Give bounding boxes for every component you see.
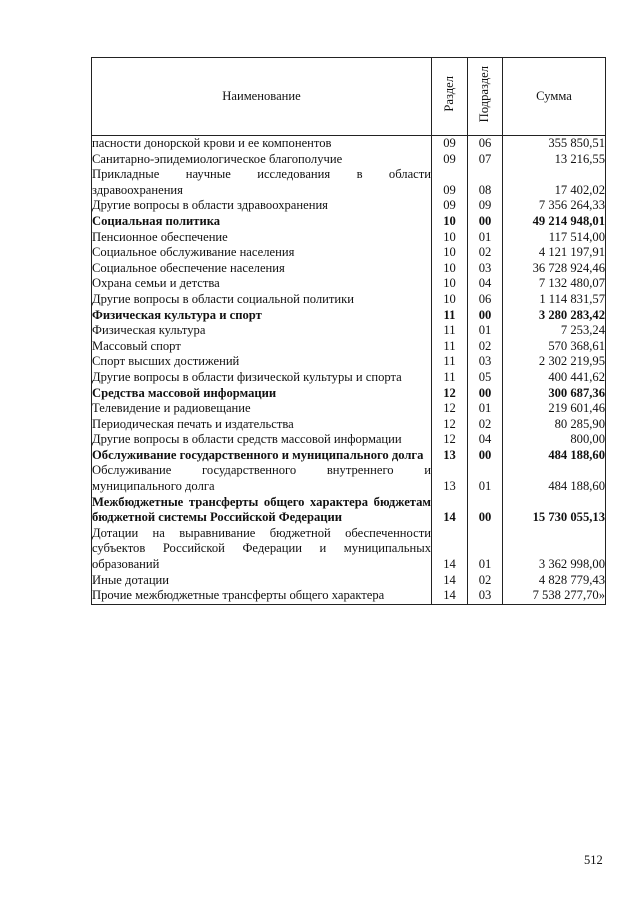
- row-name: Массовый спорт: [92, 339, 432, 355]
- row-subsection: 03: [468, 261, 503, 277]
- row-name: Социальное обслуживание населения: [92, 245, 432, 261]
- row-name: Социальное обеспечение населения: [92, 261, 432, 277]
- table-row: [92, 292, 606, 308]
- row-subsection: 06: [468, 292, 503, 308]
- table-body: [92, 136, 606, 605]
- row-subsection: 00: [468, 214, 503, 230]
- header-subsection-label: Подраздел: [477, 66, 492, 123]
- row-sum: 400 441,62: [503, 370, 606, 386]
- header-subsection: [468, 58, 503, 136]
- row-subsection: 02: [468, 417, 503, 433]
- row-subsection: 02: [468, 339, 503, 355]
- row-name: Обслуживание государственного и муниципального долга: [92, 448, 432, 464]
- row-sum: 219 601,46: [503, 401, 606, 417]
- row-sum: 1 114 831,57: [503, 292, 606, 308]
- row-subsection: 00: [468, 308, 503, 324]
- row-subsection: 04: [468, 276, 503, 292]
- row-sum: 355 850,51: [503, 136, 606, 152]
- row-name: пасности донорской крови и ее компонентов: [92, 136, 432, 152]
- row-section: 11: [432, 323, 468, 339]
- row-name: Спорт высших достижений: [92, 354, 432, 370]
- row-sum: 49 214 948,01: [503, 214, 606, 230]
- row-sum: 484 188,60: [503, 448, 606, 464]
- table-row: [92, 354, 606, 370]
- row-section: 14: [432, 526, 468, 573]
- row-subsection: 05: [468, 370, 503, 386]
- table-row: [92, 417, 606, 433]
- row-subsection: 02: [468, 245, 503, 261]
- row-name: Дотации на выравнивание бюджетной обеспеченности субъектов Российской Федерации и муниципальных образований: [92, 525, 431, 572]
- table-row: [92, 588, 606, 604]
- budget-table: [91, 57, 606, 605]
- row-sum: 3 362 998,00: [503, 526, 606, 573]
- row-section: 11: [432, 308, 468, 324]
- row-section: 12: [432, 432, 468, 448]
- row-sum: 7 253,24: [503, 323, 606, 339]
- row-name: Физическая культура: [92, 323, 432, 339]
- table-row: [92, 167, 606, 198]
- row-name: Телевидение и радиовещание: [92, 401, 432, 417]
- row-sum: 7 132 480,07: [503, 276, 606, 292]
- row-section: 10: [432, 245, 468, 261]
- row-name: Средства массовой информации: [92, 386, 432, 402]
- row-section: 14: [432, 588, 468, 604]
- row-subsection: 03: [468, 588, 503, 604]
- row-section: 10: [432, 292, 468, 308]
- row-name: Физическая культура и спорт: [92, 308, 432, 324]
- row-sum: 2 302 219,95: [503, 354, 606, 370]
- row-subsection: 02: [468, 573, 503, 589]
- row-name: Обслуживание государственного внутреннего и муниципального долга: [92, 463, 431, 494]
- row-name: Пенсионное обеспечение: [92, 230, 432, 246]
- row-subsection: 00: [468, 386, 503, 402]
- row-subsection: 01: [468, 401, 503, 417]
- row-subsection: 07: [468, 152, 503, 168]
- table-row: [92, 448, 606, 464]
- row-name: Межбюджетные трансферты общего характера бюджетам бюджетной системы Российской Федерации: [92, 494, 431, 525]
- row-subsection: 03: [468, 354, 503, 370]
- header-section-label: Раздел: [441, 76, 456, 113]
- row-section: 09: [432, 152, 468, 168]
- row-sum: 4 121 197,91: [503, 245, 606, 261]
- row-name: Другие вопросы в области средств массовой информации: [92, 432, 432, 448]
- table-row: [92, 198, 606, 214]
- row-section: 10: [432, 276, 468, 292]
- row-sum: 36 728 924,46: [503, 261, 606, 277]
- page-number: 512: [584, 853, 603, 867]
- row-sum: 80 285,90: [503, 417, 606, 433]
- row-name: Другие вопросы в области здравоохранения: [92, 198, 432, 214]
- row-sum: 7 538 277,70»: [503, 588, 606, 604]
- row-section: 14: [432, 573, 468, 589]
- row-sum: 570 368,61: [503, 339, 606, 355]
- row-name: Иные дотации: [92, 573, 432, 589]
- table-row: [92, 308, 606, 324]
- row-section: 11: [432, 370, 468, 386]
- table-row: [92, 401, 606, 417]
- table-row: [92, 152, 606, 168]
- row-section: 14: [432, 495, 468, 526]
- table-row: [92, 261, 606, 277]
- row-sum: 15 730 055,13: [503, 495, 606, 526]
- row-subsection: 09: [468, 198, 503, 214]
- header-section: [432, 58, 468, 136]
- row-subsection: 01: [468, 526, 503, 573]
- row-name: Санитарно-эпидемиологическое благополучие: [92, 152, 432, 168]
- row-subsection: 00: [468, 495, 503, 526]
- row-section: 12: [432, 386, 468, 402]
- row-name: Прикладные научные исследования в области здравоохранения: [92, 167, 431, 197]
- table-header: [92, 58, 606, 136]
- row-section: 13: [432, 463, 468, 494]
- row-name: Другие вопросы в области социальной политики: [92, 292, 432, 308]
- row-sum: 17 402,02: [503, 167, 606, 198]
- table-row: [92, 230, 606, 246]
- row-name: Периодическая печать и издательства: [92, 417, 432, 433]
- table-row: [92, 323, 606, 339]
- row-section: 11: [432, 354, 468, 370]
- row-section: 11: [432, 339, 468, 355]
- table-row: [92, 370, 606, 386]
- row-sum: 800,00: [503, 432, 606, 448]
- row-sum: 117 514,00: [503, 230, 606, 246]
- table-row: [92, 245, 606, 261]
- row-name: Другие вопросы в области физической культуры и спорта: [92, 370, 432, 386]
- row-subsection: 01: [468, 323, 503, 339]
- row-section: 10: [432, 230, 468, 246]
- row-sum: 3 280 283,42: [503, 308, 606, 324]
- row-subsection: 00: [468, 448, 503, 464]
- row-subsection: 08: [468, 167, 503, 198]
- row-subsection: 06: [468, 136, 503, 152]
- table-row: [92, 386, 606, 402]
- row-section: 09: [432, 167, 468, 198]
- table-row: [92, 339, 606, 355]
- header-sum: Сумма: [503, 58, 606, 136]
- table-row: [92, 276, 606, 292]
- row-subsection: 01: [468, 230, 503, 246]
- table-row: [92, 526, 606, 573]
- row-section: 09: [432, 198, 468, 214]
- row-section: 09: [432, 136, 468, 152]
- row-section: 10: [432, 261, 468, 277]
- table-row: [92, 463, 606, 494]
- row-section: 12: [432, 417, 468, 433]
- table-row: [92, 136, 606, 152]
- row-name: Социальная политика: [92, 214, 432, 230]
- table-row: [92, 432, 606, 448]
- row-section: 10: [432, 214, 468, 230]
- table-row: [92, 573, 606, 589]
- row-sum: 7 356 264,33: [503, 198, 606, 214]
- row-subsection: 01: [468, 463, 503, 494]
- row-name: Прочие межбюджетные трансферты общего характера: [92, 588, 432, 604]
- header-name: Наименование: [92, 58, 432, 136]
- row-section: 13: [432, 448, 468, 464]
- row-sum: 4 828 779,43: [503, 573, 606, 589]
- row-sum: 484 188,60: [503, 463, 606, 494]
- row-sum: 13 216,55: [503, 152, 606, 168]
- row-sum: 300 687,36: [503, 386, 606, 402]
- row-subsection: 04: [468, 432, 503, 448]
- row-section: 12: [432, 401, 468, 417]
- table-row: [92, 214, 606, 230]
- row-name: Охрана семьи и детства: [92, 276, 432, 292]
- table-row: [92, 495, 606, 526]
